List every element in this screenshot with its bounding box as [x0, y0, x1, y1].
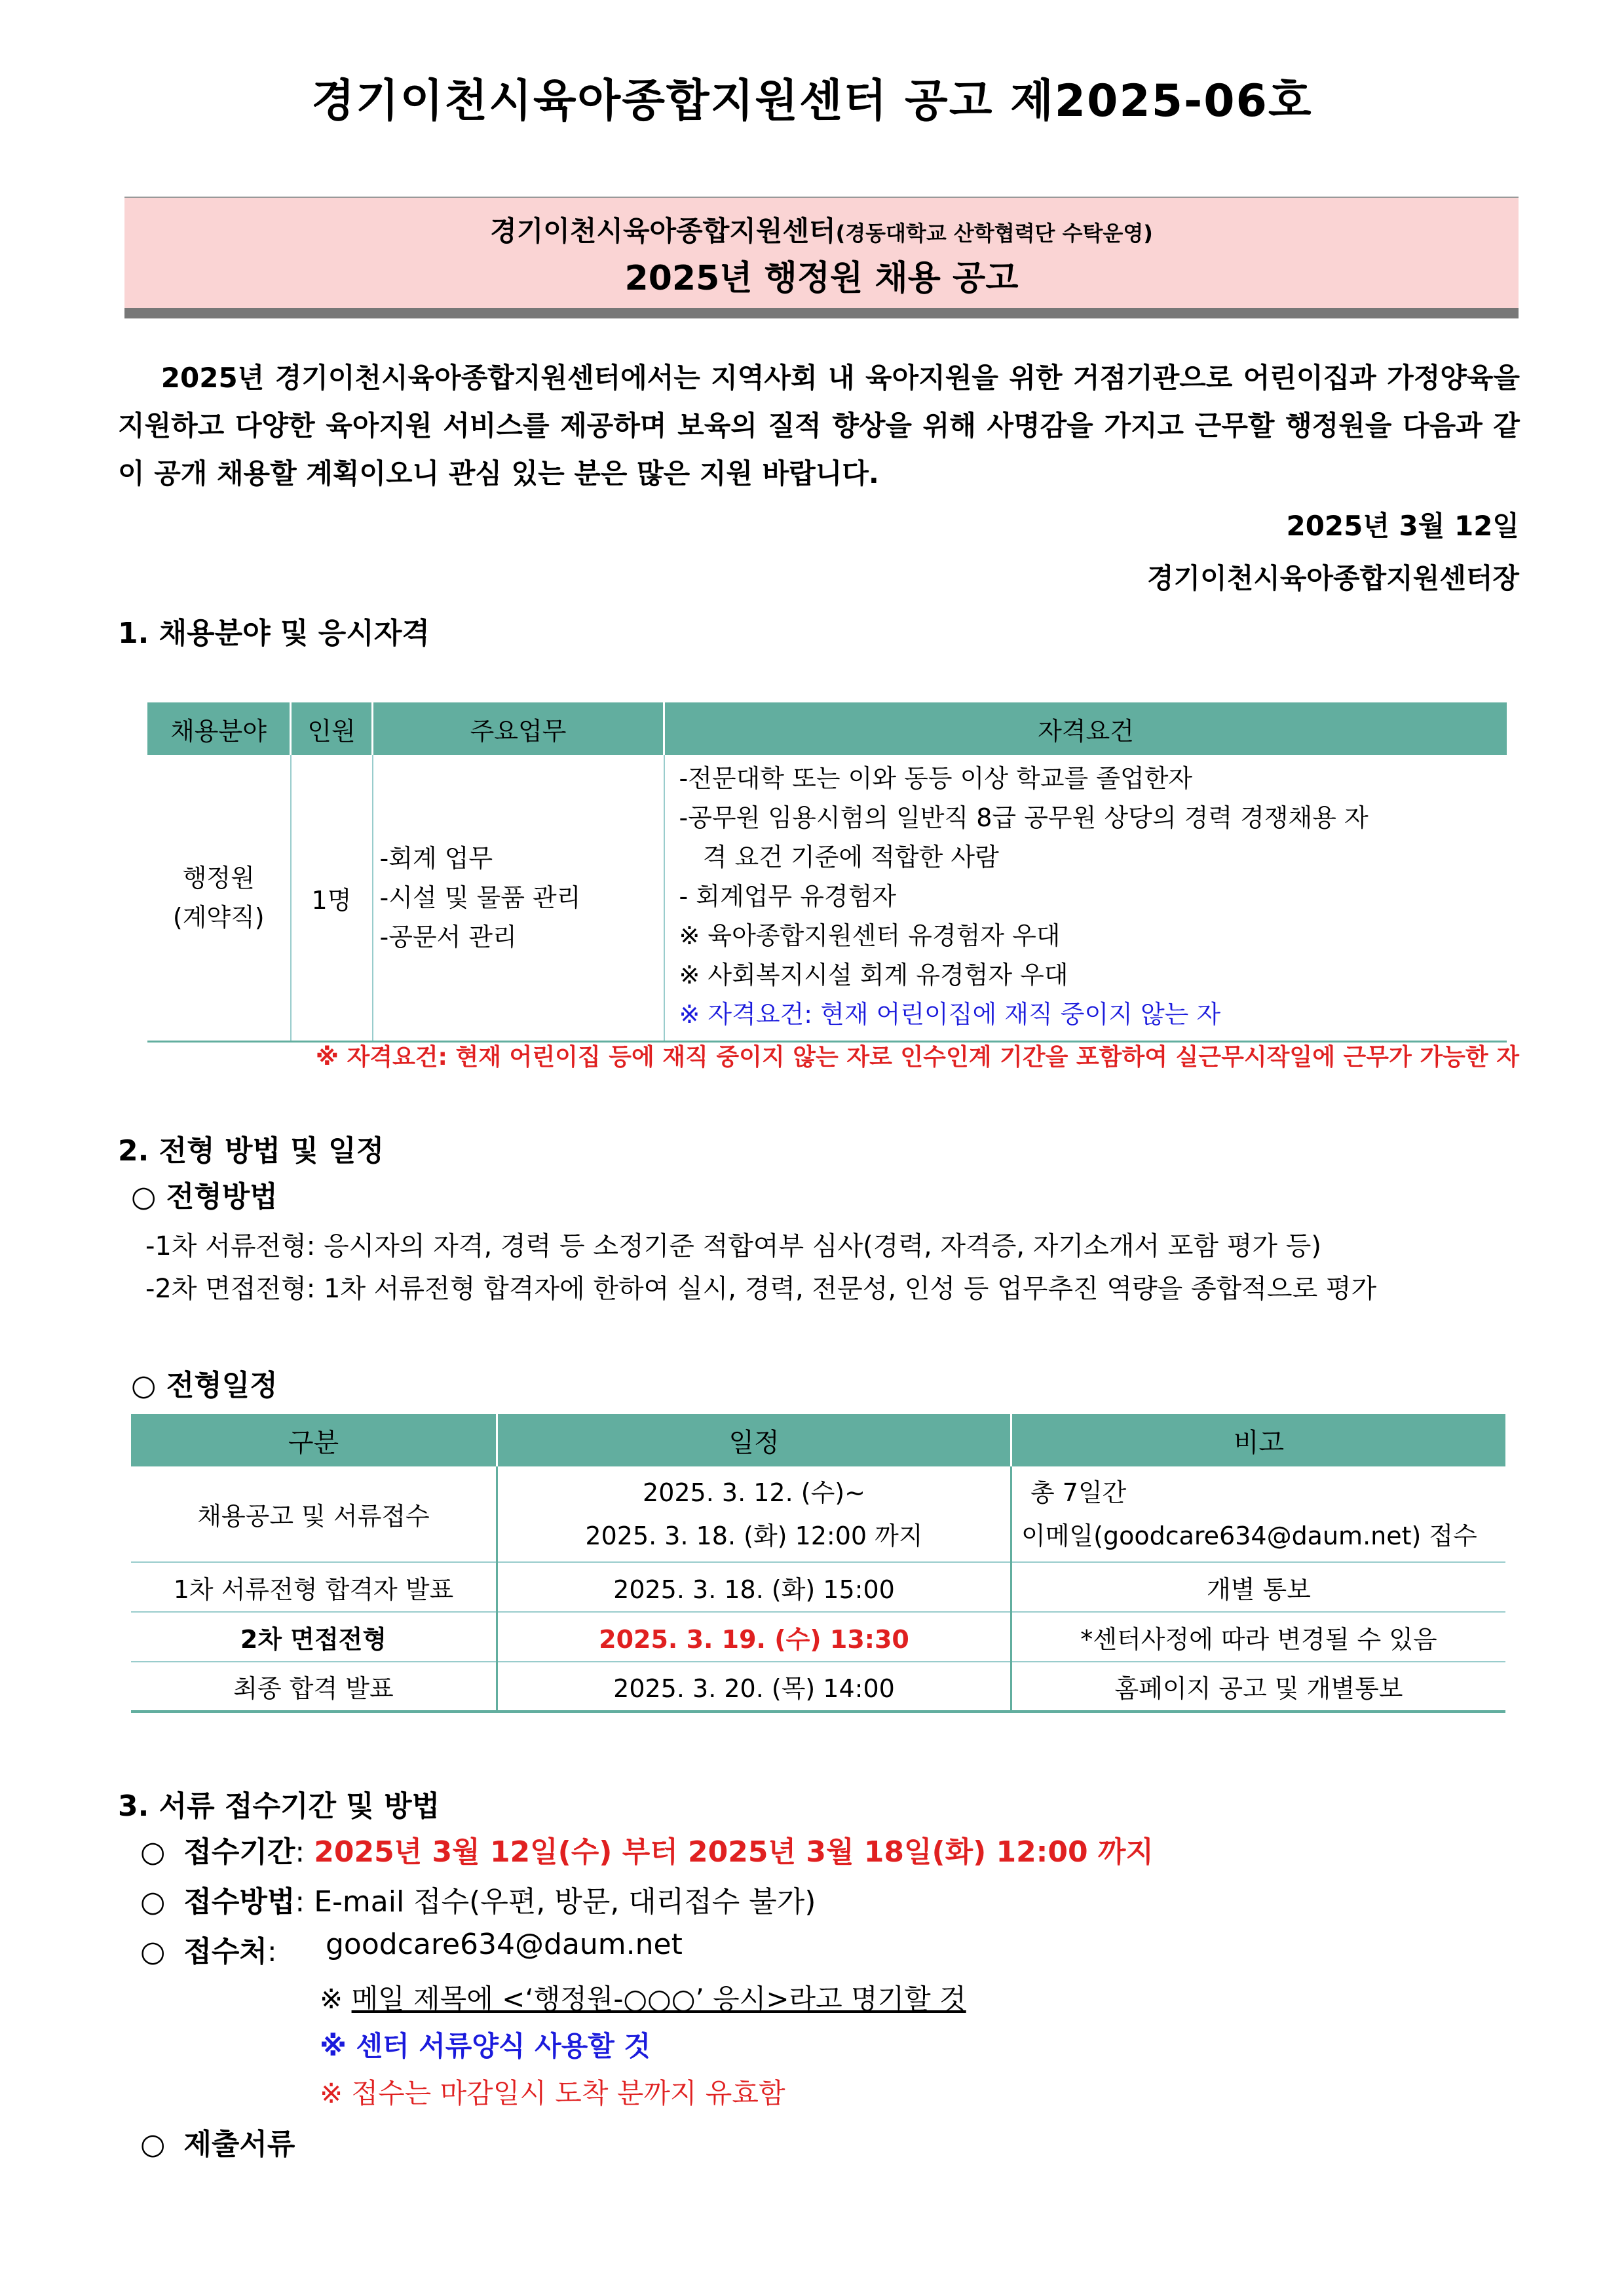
period-value: 2025년 3월 12일(수) 부터 2025년 3월 18일(화) 12:00 까지: [314, 1835, 1154, 1869]
note-form: ※ 센터 서류양식 사용할 것: [320, 2030, 651, 2062]
note-mark: ※: [320, 1983, 343, 2015]
qualification-item: -전문대학 또는 이와 동등 이상 학교를 졸업한자: [679, 764, 1193, 793]
note-cell: [1011, 1466, 1506, 1562]
intro-text: 2025년 경기이천시육아종합지원센터에서는 지역사회 내 육아지원을 위한 거점기관으로 어린이집과 가정양육을 지원하고 다양한 육아지원 서비스를 제공하며 보육의 질적 향상을 위해 사명감을 가지고 근무할 행정원을 다음과 같이 공개 채용할 계획이오니 관심 있는 분은 많은 지원 바랍니다.: [118, 362, 1520, 489]
duty-item: -공문서 관리: [379, 923, 517, 951]
header-schedule: 일정: [497, 1414, 1011, 1466]
header-count: 인원: [291, 702, 373, 755]
center-name: 경기이천시육아종합지원센터: [490, 215, 836, 247]
note-cell: 홈페이지 공고 및 개별통보: [1011, 1662, 1506, 1712]
count-cell: 1명: [291, 755, 373, 1042]
place-row: [140, 1928, 277, 1970]
banner-title: 2025년 행정원 채용 공고: [624, 259, 1019, 298]
schedule-cell: [497, 1466, 1011, 1562]
docs-row: [140, 2120, 295, 2162]
note-cell: 개별 통보: [1011, 1562, 1506, 1612]
section2-heading: 2. 전형 방법 및 일정: [118, 1134, 385, 1168]
duty-item: -시설 및 물품 관리: [379, 883, 581, 912]
circle-bullet: ○: [140, 1885, 166, 1919]
qualification-highlight: ※ 자격요건: 현재 어린이집에 재직 중이지 않는 자: [679, 1000, 1221, 1029]
circle-bullet: ○: [140, 1835, 166, 1869]
category-cell: 최종 합격 발표: [131, 1662, 497, 1712]
method-label: 접수방법: [183, 1885, 295, 1919]
header-duties: 주요업무: [373, 702, 664, 755]
header-qualifications: 자격요건: [664, 702, 1507, 755]
note-subject: [320, 1978, 966, 2017]
qualification-item: ※ 사회복지시설 회계 유경험자 우대: [679, 961, 1068, 989]
qualification-warning: ※ 자격요건: 현재 어린이집 등에 재직 중이지 않는 자로 인수인계 기간을 포함하여 실근무시작일에 근무가 가능한 자: [315, 1044, 1519, 1071]
note-cell: *센터사정에 따라 변경될 수 있음: [1011, 1612, 1506, 1662]
field-cell: [147, 755, 291, 1042]
field-type: (계약직): [172, 903, 265, 932]
schedule-table: [131, 1414, 1505, 1713]
header-field: 채용분야: [147, 702, 291, 755]
header-category: 구분: [131, 1414, 497, 1466]
circle-bullet: ○: [140, 1935, 166, 1968]
signature: 경기이천시육아종합지원센터장: [1146, 562, 1519, 594]
table-row: [131, 1662, 1505, 1712]
table-row: [131, 1612, 1505, 1662]
schedule-end: 2025. 3. 18. (화) 12:00 까지: [585, 1521, 923, 1550]
docs-label: 제출서류: [183, 2128, 295, 2161]
schedule-start: 2025. 3. 12. (수)~: [643, 1478, 865, 1507]
category-cell: 2차 면접전형: [131, 1612, 497, 1662]
place-label: 접수처: [183, 1935, 267, 1968]
colon: :: [267, 1935, 277, 1968]
method-row: [140, 1878, 816, 1920]
method-line: -2차 면접전형: 1차 서류전형 합격자에 한하여 실시, 경력, 전문성, 인성 등 업무추진 역량을 종합적으로 평가: [145, 1274, 1377, 1304]
table-row: [131, 1466, 1505, 1562]
field-name: 행정원: [182, 864, 255, 892]
banner-line1: [124, 210, 1519, 249]
note-deadline: ※ 접수는 마감일시 도착 분까지 유효함: [320, 2077, 785, 2109]
note-duration: 총 7일간: [1030, 1478, 1127, 1507]
operator-note: (경동대학교 산학협력단 수탁운영): [835, 221, 1153, 246]
section1-heading: 1. 채용분야 및 응시자격: [118, 617, 430, 650]
qualification-item: -공무원 임용시험의 일반직 8급 공무원 상당의 경력 경쟁채용 자: [679, 803, 1369, 832]
note-subject-text: 메일 제목에 <‘행정원-○○○’ 응시>라고 명기할 것: [351, 1983, 966, 2015]
method-line: -1차 서류전형: 응시자의 자격, 경력 등 소정기준 적합여부 심사(경력, 자격증, 자기소개서 포함 평가 등): [145, 1231, 1321, 1261]
qualification-item: ※ 육아종합지원센터 유경험자 우대: [679, 921, 1061, 950]
schedule-cell: 2025. 3. 19. (수) 13:30: [497, 1612, 1011, 1662]
colon: :: [295, 1835, 314, 1869]
header-note: 비고: [1011, 1414, 1506, 1466]
schedule-heading: ○ 전형일정: [131, 1369, 278, 1402]
qualifications-cell: [664, 755, 1507, 1042]
method-value: : E-mail 접수(우편, 방문, 대리접수 불가): [295, 1885, 816, 1919]
place-value: goodcare634@daum.net: [326, 1928, 683, 1961]
method-heading: ○ 전형방법: [131, 1180, 278, 1214]
note-email: 이메일(goodcare634@daum.net) 접수: [1021, 1521, 1477, 1550]
schedule-cell: 2025. 3. 20. (목) 14:00: [497, 1662, 1011, 1712]
qualification-item: 격 요건 기준에 적합한 사람: [679, 843, 999, 871]
announcement-banner: [124, 197, 1519, 318]
schedule-cell: 2025. 3. 18. (화) 15:00: [497, 1562, 1011, 1612]
period-label: 접수기간: [183, 1835, 295, 1869]
page-title: 경기이천시육아종합지원센터 공고 제2025-06호: [311, 75, 1313, 127]
table-row: [131, 1562, 1505, 1612]
recruitment-table: [147, 702, 1507, 1043]
qualification-item: - 회계업무 유경험자: [679, 882, 897, 911]
duties-cell: [373, 755, 664, 1042]
section3-heading: 3. 서류 접수기간 및 방법: [118, 1789, 440, 1823]
table-row: [147, 755, 1507, 1042]
intro-paragraph: [118, 354, 1520, 497]
period-row: [140, 1828, 1154, 1870]
announcement-date: 2025년 3월 12일: [1286, 510, 1519, 542]
category-cell: 채용공고 및 서류접수: [131, 1466, 497, 1562]
duty-item: -회계 업무: [379, 844, 493, 873]
circle-bullet: ○: [140, 2128, 166, 2161]
category-cell: 1차 서류전형 합격자 발표: [131, 1562, 497, 1612]
